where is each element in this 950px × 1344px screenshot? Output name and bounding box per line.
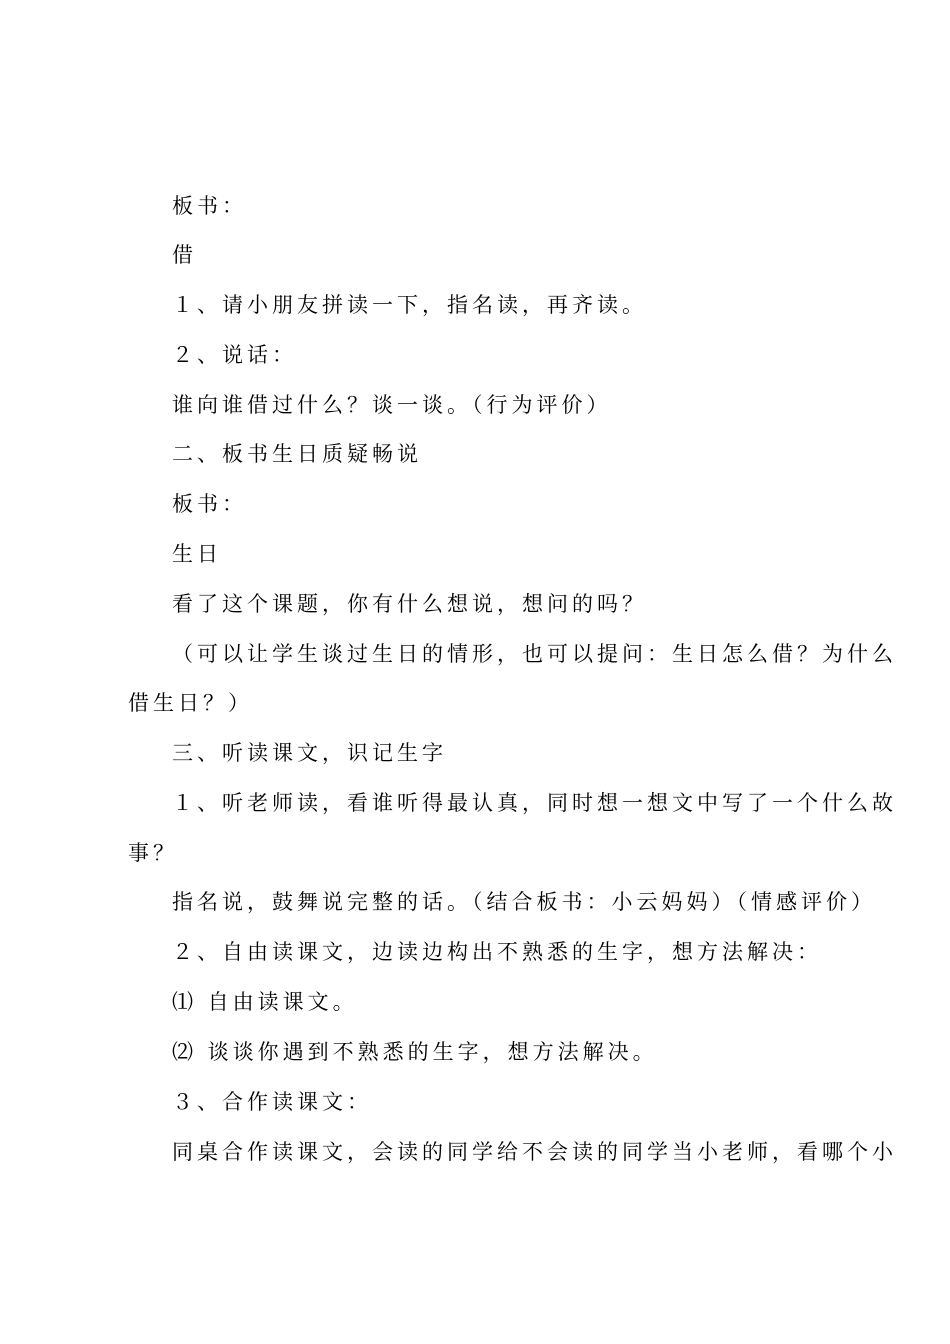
text-line: ２、自由读课文，边读边构出不熟悉的生字，想方法解决：: [172, 940, 822, 964]
text-line: 指名说，鼓舞说完整的话。（结合板书：小云妈妈）（情感评价）: [172, 890, 876, 914]
section-heading: 三、听读课文，识记生字: [172, 741, 447, 765]
text-line: １、听老师读，看谁听得最认真，同时想一想文中写了一个什么故: [172, 791, 897, 815]
text-line: 事？: [128, 841, 178, 865]
text-line: ⑵ 谈谈你遇到不熟悉的生字，想方法解决。: [172, 1040, 658, 1064]
text-line: ３、合作读课文：: [172, 1090, 372, 1114]
text-line: ２、说话：: [172, 343, 297, 367]
text-line: １、请小朋友拼读一下，指名读，再齐读。: [172, 293, 647, 317]
text-line: ⑴ 自由读课文。: [172, 990, 358, 1014]
section-heading: 二、板书生日质疑畅说: [172, 442, 422, 466]
text-line: （可以让学生谈过生日的情形，也可以提问：生日怎么借？为什么: [172, 642, 897, 666]
text-line: 借生日？）: [128, 691, 253, 715]
text-line: 看了这个课题，你有什么想说，想问的吗？: [172, 592, 647, 616]
text-line: 同桌合作读课文，会读的同学给不会读的同学当小老师，看哪个小: [172, 1140, 897, 1164]
text-line: 谁向谁借过什么？谈一谈。（行为评价）: [172, 393, 612, 417]
text-line: 板书：: [172, 492, 247, 516]
text-line: 借: [172, 243, 197, 267]
text-line: 板书：: [172, 194, 247, 218]
text-line: 生日: [172, 542, 222, 566]
